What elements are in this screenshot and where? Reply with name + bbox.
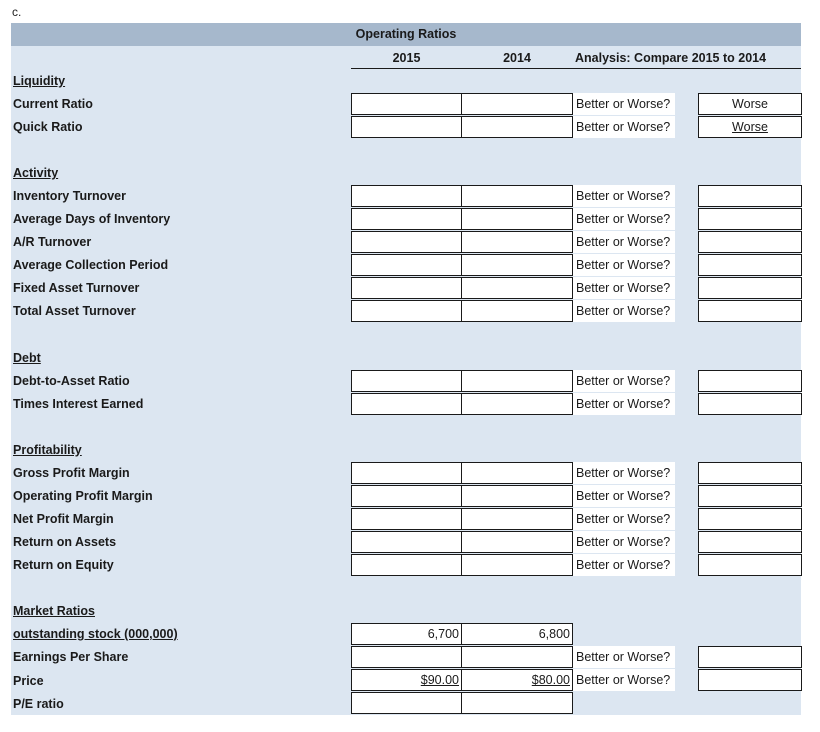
column-header-2015: 2015 (392, 51, 421, 65)
outstanding-stock-2014-value (461, 623, 573, 645)
avg-collection-2015-input[interactable] (351, 254, 462, 276)
row-label-quick-ratio: Quick Ratio (13, 120, 83, 134)
price-answer-select[interactable] (698, 669, 802, 691)
part-label: c. (12, 5, 22, 19)
times-interest-prompt: Better or Worse? (572, 393, 675, 415)
times-interest-answer-select[interactable] (698, 393, 802, 415)
row-label-total-asset-turnover: Total Asset Turnover (13, 304, 136, 318)
eps-prompt: Better or Worse? (572, 646, 675, 668)
debt-to-asset-2015-input[interactable] (351, 370, 462, 392)
row-label-operating-margin: Operating Profit Margin (13, 489, 153, 503)
quick-ratio-2014-input[interactable] (461, 116, 573, 138)
row-label-debt-to-asset: Debt-to-Asset Ratio (13, 374, 130, 388)
pe-ratio-2015-input[interactable] (351, 692, 462, 714)
net-margin-prompt: Better or Worse? (572, 508, 675, 530)
gross-margin-answer-select[interactable] (698, 462, 802, 484)
fixed-asset-turnover-2015-input[interactable] (351, 277, 462, 299)
outstanding-stock-2015-value (351, 623, 462, 645)
eps-2014-input[interactable] (461, 646, 573, 668)
net-margin-2015-input[interactable] (351, 508, 462, 530)
roe-2015-input[interactable] (351, 554, 462, 576)
roa-2015-input[interactable] (351, 531, 462, 553)
row-label-pe-ratio: P/E ratio (13, 697, 64, 711)
fixed-asset-turnover-2014-input[interactable] (461, 277, 573, 299)
ar-turnover-prompt: Better or Worse? (572, 231, 675, 253)
current-ratio-2014-input[interactable] (461, 93, 573, 115)
gross-margin-2014-input[interactable] (461, 462, 573, 484)
roe-answer-select[interactable] (698, 554, 802, 576)
fixed-asset-turnover-prompt: Better or Worse? (572, 277, 675, 299)
value-text: $90.00 (420, 673, 459, 687)
row-label-outstanding-stock: outstanding stock (000,000) (13, 627, 178, 641)
price-2015-value (351, 669, 462, 691)
avg-days-inventory-2014-input[interactable] (461, 208, 573, 230)
header-divider (351, 68, 801, 69)
avg-collection-prompt: Better or Worse? (572, 254, 675, 276)
row-label-times-interest: Times Interest Earned (13, 397, 144, 411)
current-ratio-prompt: Better or Worse? (572, 93, 675, 115)
operating-margin-answer-select[interactable] (698, 485, 802, 507)
avg-days-inventory-2015-input[interactable] (351, 208, 462, 230)
net-margin-answer-select[interactable] (698, 508, 802, 530)
debt-to-asset-2014-input[interactable] (461, 370, 573, 392)
inventory-turnover-2014-input[interactable] (461, 185, 573, 207)
pe-ratio-2014-input[interactable] (461, 692, 573, 714)
section-profitability: Profitability (13, 443, 82, 457)
times-interest-2015-input[interactable] (351, 393, 462, 415)
roa-answer-select[interactable] (698, 531, 802, 553)
operating-margin-prompt: Better or Worse? (572, 485, 675, 507)
section-market-ratios: Market Ratios (13, 604, 95, 618)
inventory-turnover-2015-input[interactable] (351, 185, 462, 207)
row-label-roe: Return on Equity (13, 558, 114, 572)
total-asset-turnover-prompt: Better or Worse? (572, 300, 675, 322)
ar-turnover-2014-input[interactable] (461, 231, 573, 253)
ar-turnover-2015-input[interactable] (351, 231, 462, 253)
roe-prompt: Better or Worse? (572, 554, 675, 576)
operating-margin-2015-input[interactable] (351, 485, 462, 507)
row-label-eps: Earnings Per Share (13, 650, 129, 664)
answer-value: Worse (732, 97, 768, 111)
row-label-inventory-turnover: Inventory Turnover (13, 189, 126, 203)
total-asset-turnover-answer-select[interactable] (698, 300, 802, 322)
gross-margin-2015-input[interactable] (351, 462, 462, 484)
value-text: $80.00 (531, 673, 570, 687)
section-debt: Debt (13, 351, 41, 365)
row-label-avg-collection: Average Collection Period (13, 258, 169, 272)
roa-prompt: Better or Worse? (572, 531, 675, 553)
row-label-net-margin: Net Profit Margin (13, 512, 114, 526)
row-label-roa: Return on Assets (13, 535, 117, 549)
row-label-price: Price (13, 674, 44, 688)
table-title: Operating Ratios (355, 27, 457, 41)
quick-ratio-answer-select[interactable] (698, 116, 802, 138)
operating-margin-2014-input[interactable] (461, 485, 573, 507)
avg-days-inventory-prompt: Better or Worse? (572, 208, 675, 230)
fixed-asset-turnover-answer-select[interactable] (698, 277, 802, 299)
row-label-ar-turnover: A/R Turnover (13, 235, 92, 249)
value-text: 6,700 (427, 627, 459, 641)
current-ratio-2015-input[interactable] (351, 93, 462, 115)
inventory-turnover-prompt: Better or Worse? (572, 185, 675, 207)
eps-answer-select[interactable] (698, 646, 802, 668)
price-2014-value (461, 669, 573, 691)
avg-collection-2014-input[interactable] (461, 254, 573, 276)
gross-margin-prompt: Better or Worse? (572, 462, 675, 484)
total-asset-turnover-2015-input[interactable] (351, 300, 462, 322)
section-liquidity: Liquidity (13, 74, 66, 88)
row-label-fixed-asset-turnover: Fixed Asset Turnover (13, 281, 140, 295)
row-label-gross-margin: Gross Profit Margin (13, 466, 130, 480)
roa-2014-input[interactable] (461, 531, 573, 553)
column-header-analysis: Analysis: Compare 2015 to 2014 (575, 51, 767, 65)
debt-to-asset-prompt: Better or Worse? (572, 370, 675, 392)
avg-collection-answer-select[interactable] (698, 254, 802, 276)
value-text: 6,800 (538, 627, 570, 641)
eps-2015-input[interactable] (351, 646, 462, 668)
column-header-2014: 2014 (503, 51, 531, 65)
row-label-avg-days-inventory: Average Days of Inventory (13, 212, 171, 226)
current-ratio-answer-select[interactable] (698, 93, 802, 115)
total-asset-turnover-2014-input[interactable] (461, 300, 573, 322)
quick-ratio-prompt: Better or Worse? (572, 116, 675, 138)
answer-value: Worse (732, 120, 768, 134)
ar-turnover-answer-select[interactable] (698, 231, 802, 253)
row-label-current-ratio: Current Ratio (13, 97, 93, 111)
debt-to-asset-answer-select[interactable] (698, 370, 802, 392)
quick-ratio-2015-input[interactable] (351, 116, 462, 138)
net-margin-2014-input[interactable] (461, 508, 573, 530)
price-prompt: Better or Worse? (572, 669, 675, 691)
roe-2014-input[interactable] (461, 554, 573, 576)
avg-days-inventory-answer-select[interactable] (698, 208, 802, 230)
times-interest-2014-input[interactable] (461, 393, 573, 415)
inventory-turnover-answer-select[interactable] (698, 185, 802, 207)
section-activity: Activity (13, 166, 59, 180)
